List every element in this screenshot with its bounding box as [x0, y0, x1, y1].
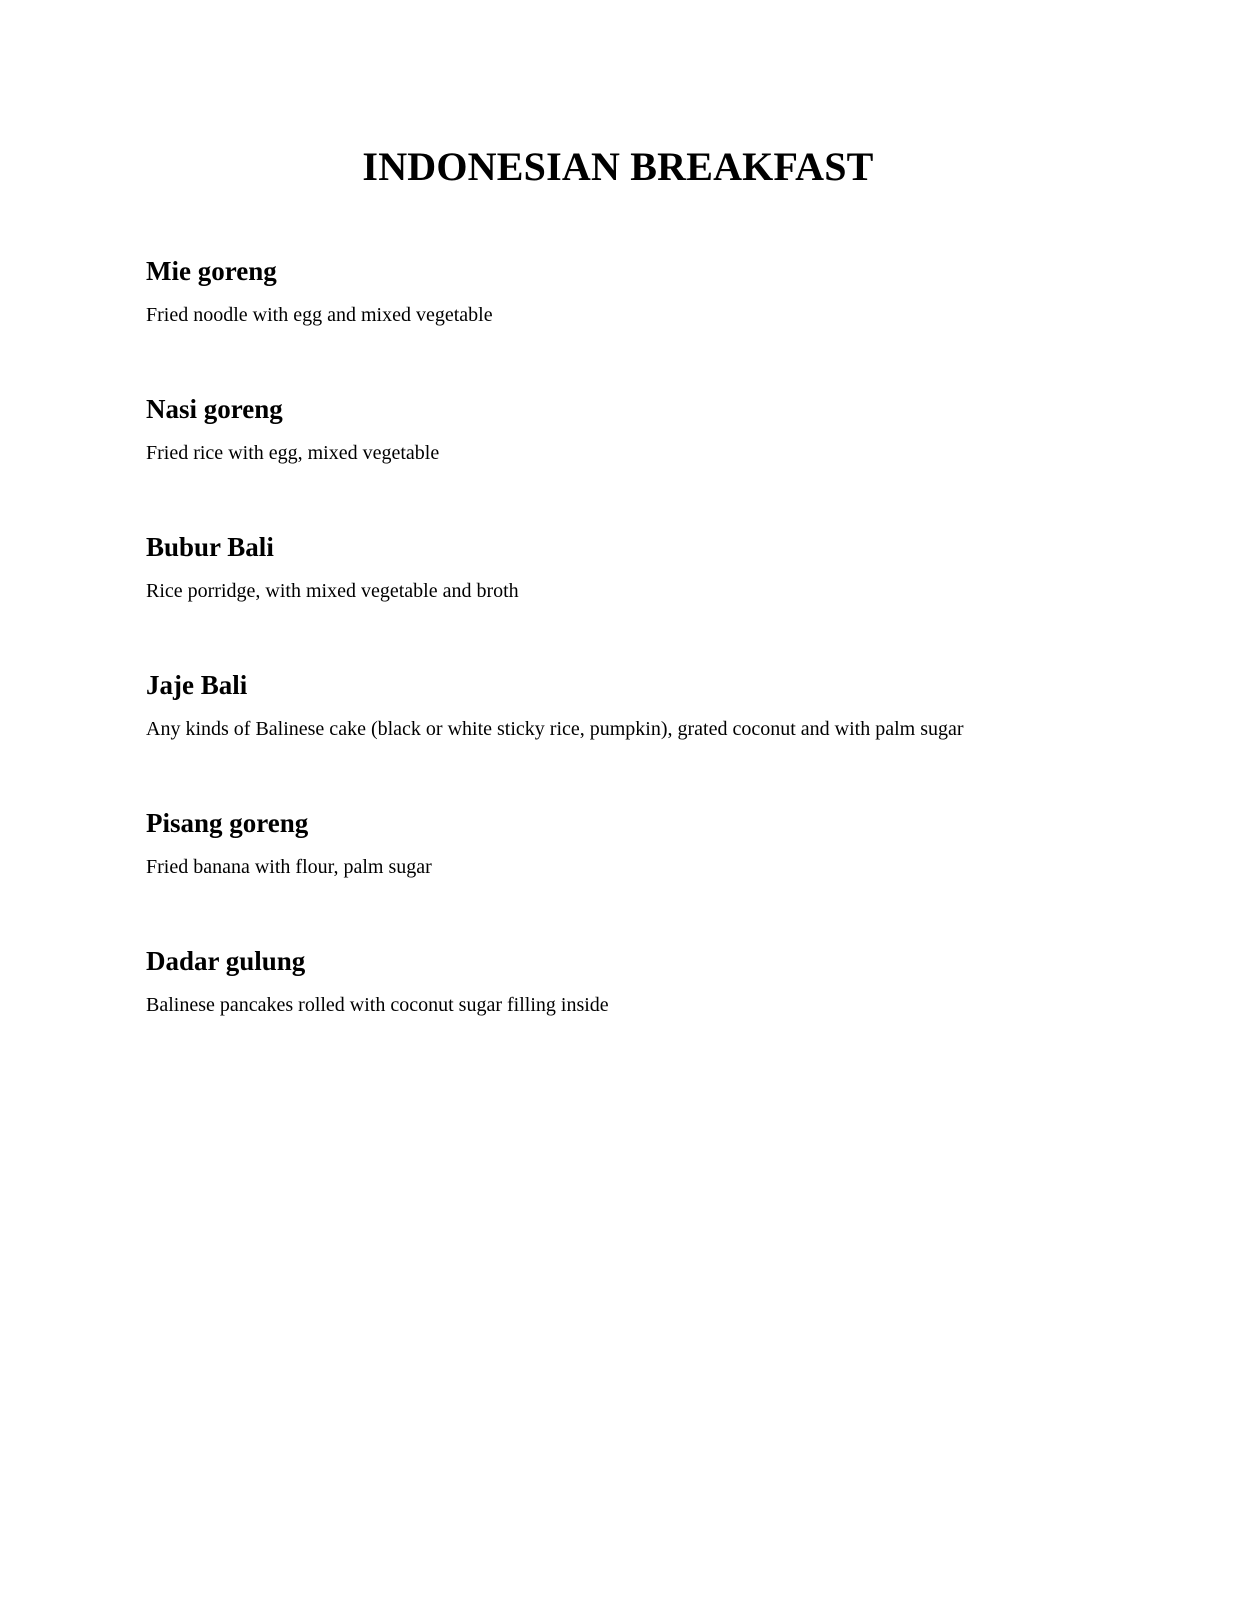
menu-item-name: Bubur Bali — [146, 532, 274, 562]
menu-item-nasi-goreng — [146, 393, 1106, 464]
menu-item-description: Fried noodle with egg and mixed vegetable — [146, 304, 493, 326]
menu-item-name: Dadar gulung — [146, 946, 306, 976]
menu-item-description: Any kinds of Balinese cake (black or white sticky rice, pumpkin), grated coconut and with palm sugar — [146, 718, 964, 740]
menu-item-description: Rice porridge, with mixed vegetable and broth — [146, 580, 519, 602]
menu-item-name: Mie goreng — [146, 256, 277, 286]
menu-item-name: Jaje Bali — [146, 670, 248, 700]
menu-item-description: Balinese pancakes rolled with coconut sugar filling inside — [146, 994, 609, 1016]
menu-item-description: Fried banana with flour, palm sugar — [146, 856, 432, 878]
menu-item-dadar-gulung — [146, 945, 1106, 1016]
menu-item-pisang-goreng — [146, 807, 1106, 878]
menu-item-jaje-bali — [146, 669, 1106, 740]
menu-item-name: Pisang goreng — [146, 808, 309, 838]
menu-item-name: Nasi goreng — [146, 394, 283, 424]
menu-item-bubur-bali — [146, 531, 1106, 602]
menu-item-description: Fried rice with egg, mixed vegetable — [146, 442, 440, 464]
page-title: INDONESIAN BREAKFAST — [362, 144, 874, 189]
menu-item-mie-goreng — [146, 255, 1106, 326]
